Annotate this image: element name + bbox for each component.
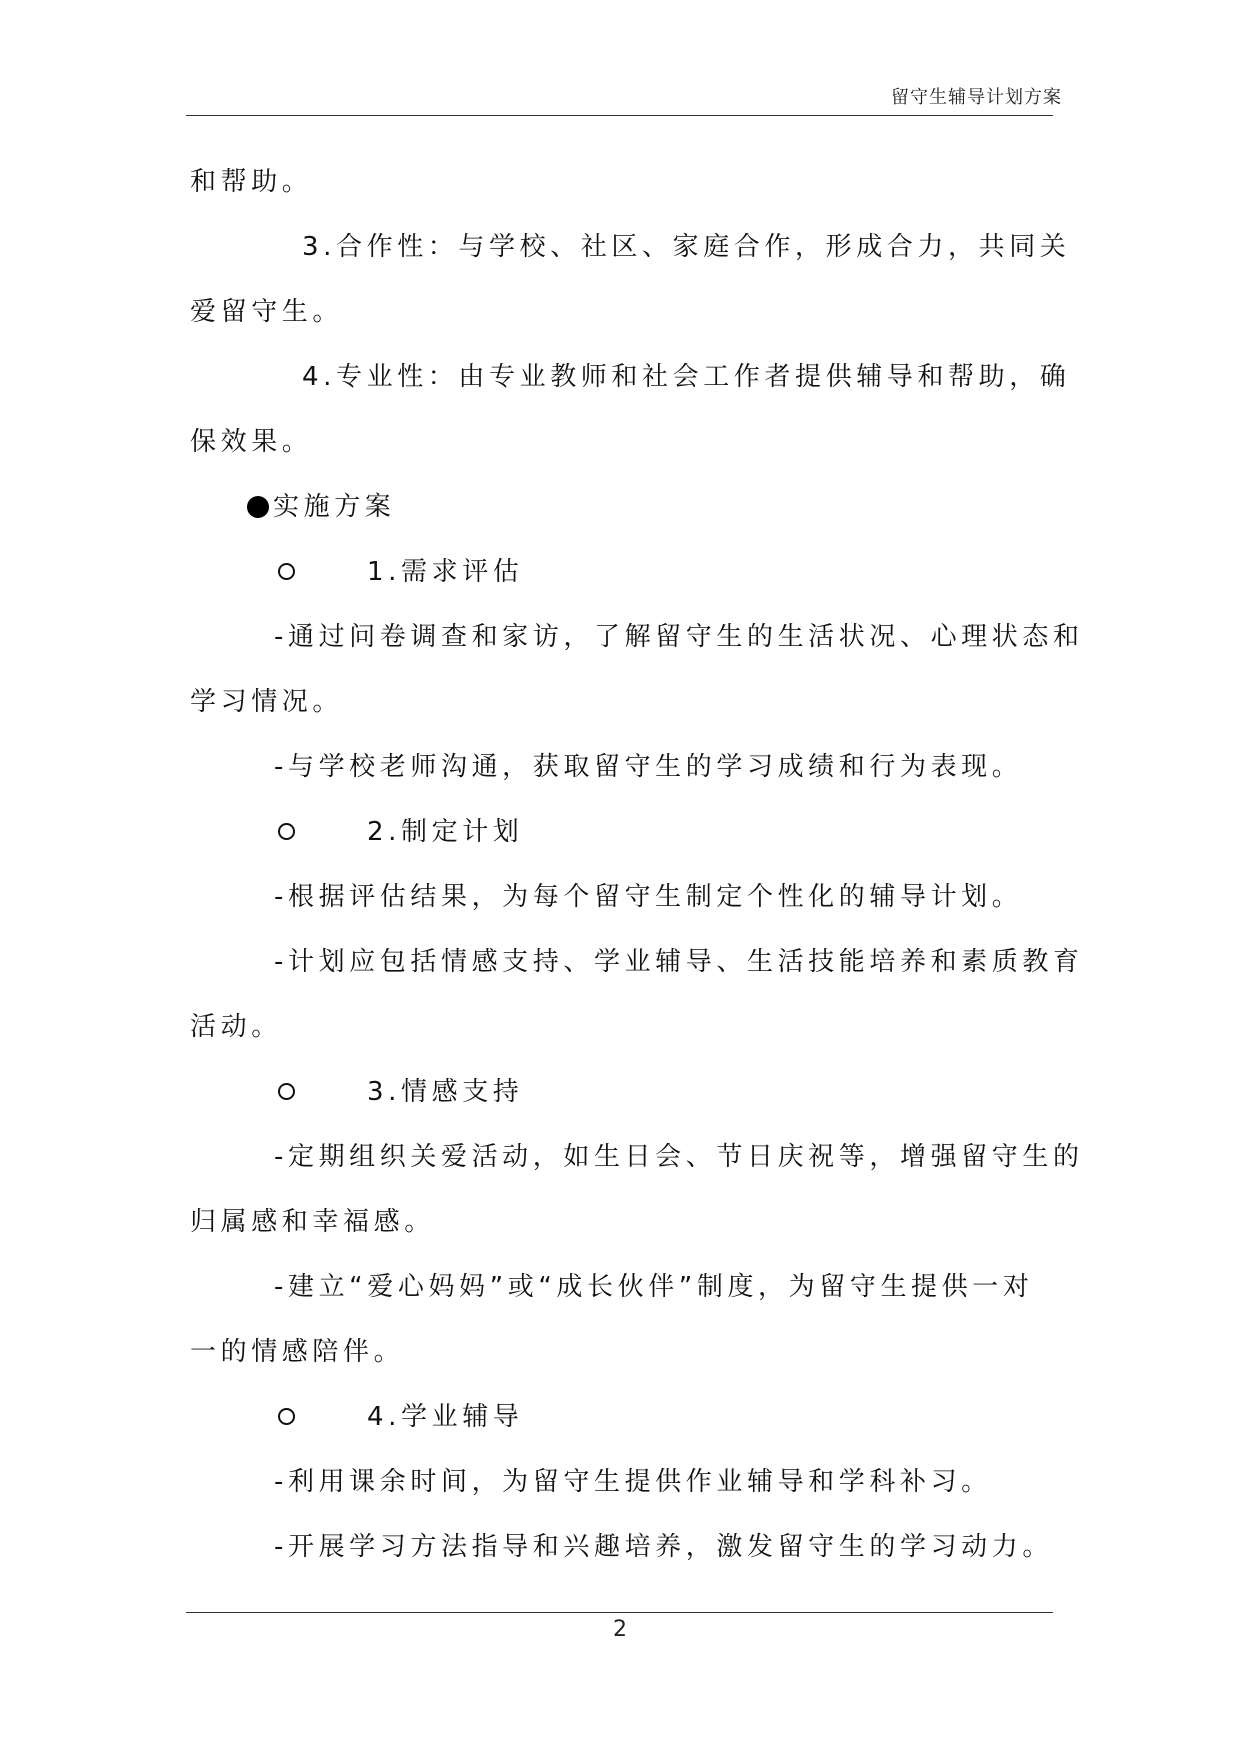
circle-bullet-icon (278, 823, 295, 840)
item-4-a: -利用课余时间，为留守生提供作业辅导和学科补习。 (274, 1467, 992, 1497)
item-2-b-line-2: 活动。 (190, 1012, 282, 1042)
section-heading-text: 实施方案 (273, 492, 396, 522)
principle-3-line-2: 爱留守生。 (190, 297, 344, 327)
header-title: 留守生辅导计划方案 (891, 87, 1062, 108)
item-4-b: -开展学习方法指导和兴趣培养，激发留守生的学习动力。 (274, 1532, 1053, 1562)
section-heading (190, 475, 1050, 540)
list-item-title (190, 540, 1050, 605)
item-2-b-line-1: -计划应包括情感支持、学业辅导、生活技能培养和素质教育 (274, 947, 1084, 977)
item-3-a-line-2: 归属感和幸福感。 (190, 1207, 435, 1237)
circle-bullet-icon (278, 1408, 295, 1425)
principle-4-line-2: 保效果。 (190, 427, 313, 457)
page-body (190, 150, 1084, 1580)
item-1-b: -与学校老师沟通，获取留守生的学习成绩和行为表现。 (274, 752, 1023, 782)
circle-bullet-icon (278, 1083, 295, 1100)
item-2-a: -根据评估结果，为每个留守生制定个性化的辅导计划。 (274, 882, 1023, 912)
circle-bullet-icon (278, 563, 295, 580)
list-item-title (190, 1060, 1050, 1125)
list-item-title (190, 800, 1050, 865)
item-1-a-line-2: 学习情况。 (190, 687, 344, 717)
principle-4-line-1: 4.专业性：由专业教师和社会工作者提供辅导和帮助，确 (302, 362, 1071, 392)
footer-divider (186, 1612, 1053, 1613)
item-1-a-line-1: -通过问卷调查和家访，了解留守生的生活状况、心理状态和 (274, 622, 1084, 652)
header-divider (186, 115, 1053, 116)
item-3-a-line-1: -定期组织关爱活动，如生日会、节日庆祝等，增强留守生的 (274, 1142, 1084, 1172)
item-1-title: 1.需求评估 (367, 557, 524, 587)
list-item-title (190, 1385, 1050, 1450)
principle-3-line-1: 3.合作性：与学校、社区、家庭合作，形成合力，共同关 (302, 232, 1071, 262)
item-2-title: 2.制定计划 (367, 817, 524, 847)
item-4-title: 4.学业辅导 (367, 1402, 524, 1432)
item-3-b-line-1: -建立“爱心妈妈”或“成长伙伴”制度，为留守生提供一对 (274, 1272, 1034, 1302)
paragraph-line: 和帮助。 (190, 167, 313, 197)
filled-bullet-icon (247, 496, 269, 518)
item-3-b-line-2: 一的情感陪伴。 (190, 1337, 405, 1367)
item-3-title: 3.情感支持 (367, 1077, 524, 1107)
page-number: 2 (613, 1617, 627, 1642)
